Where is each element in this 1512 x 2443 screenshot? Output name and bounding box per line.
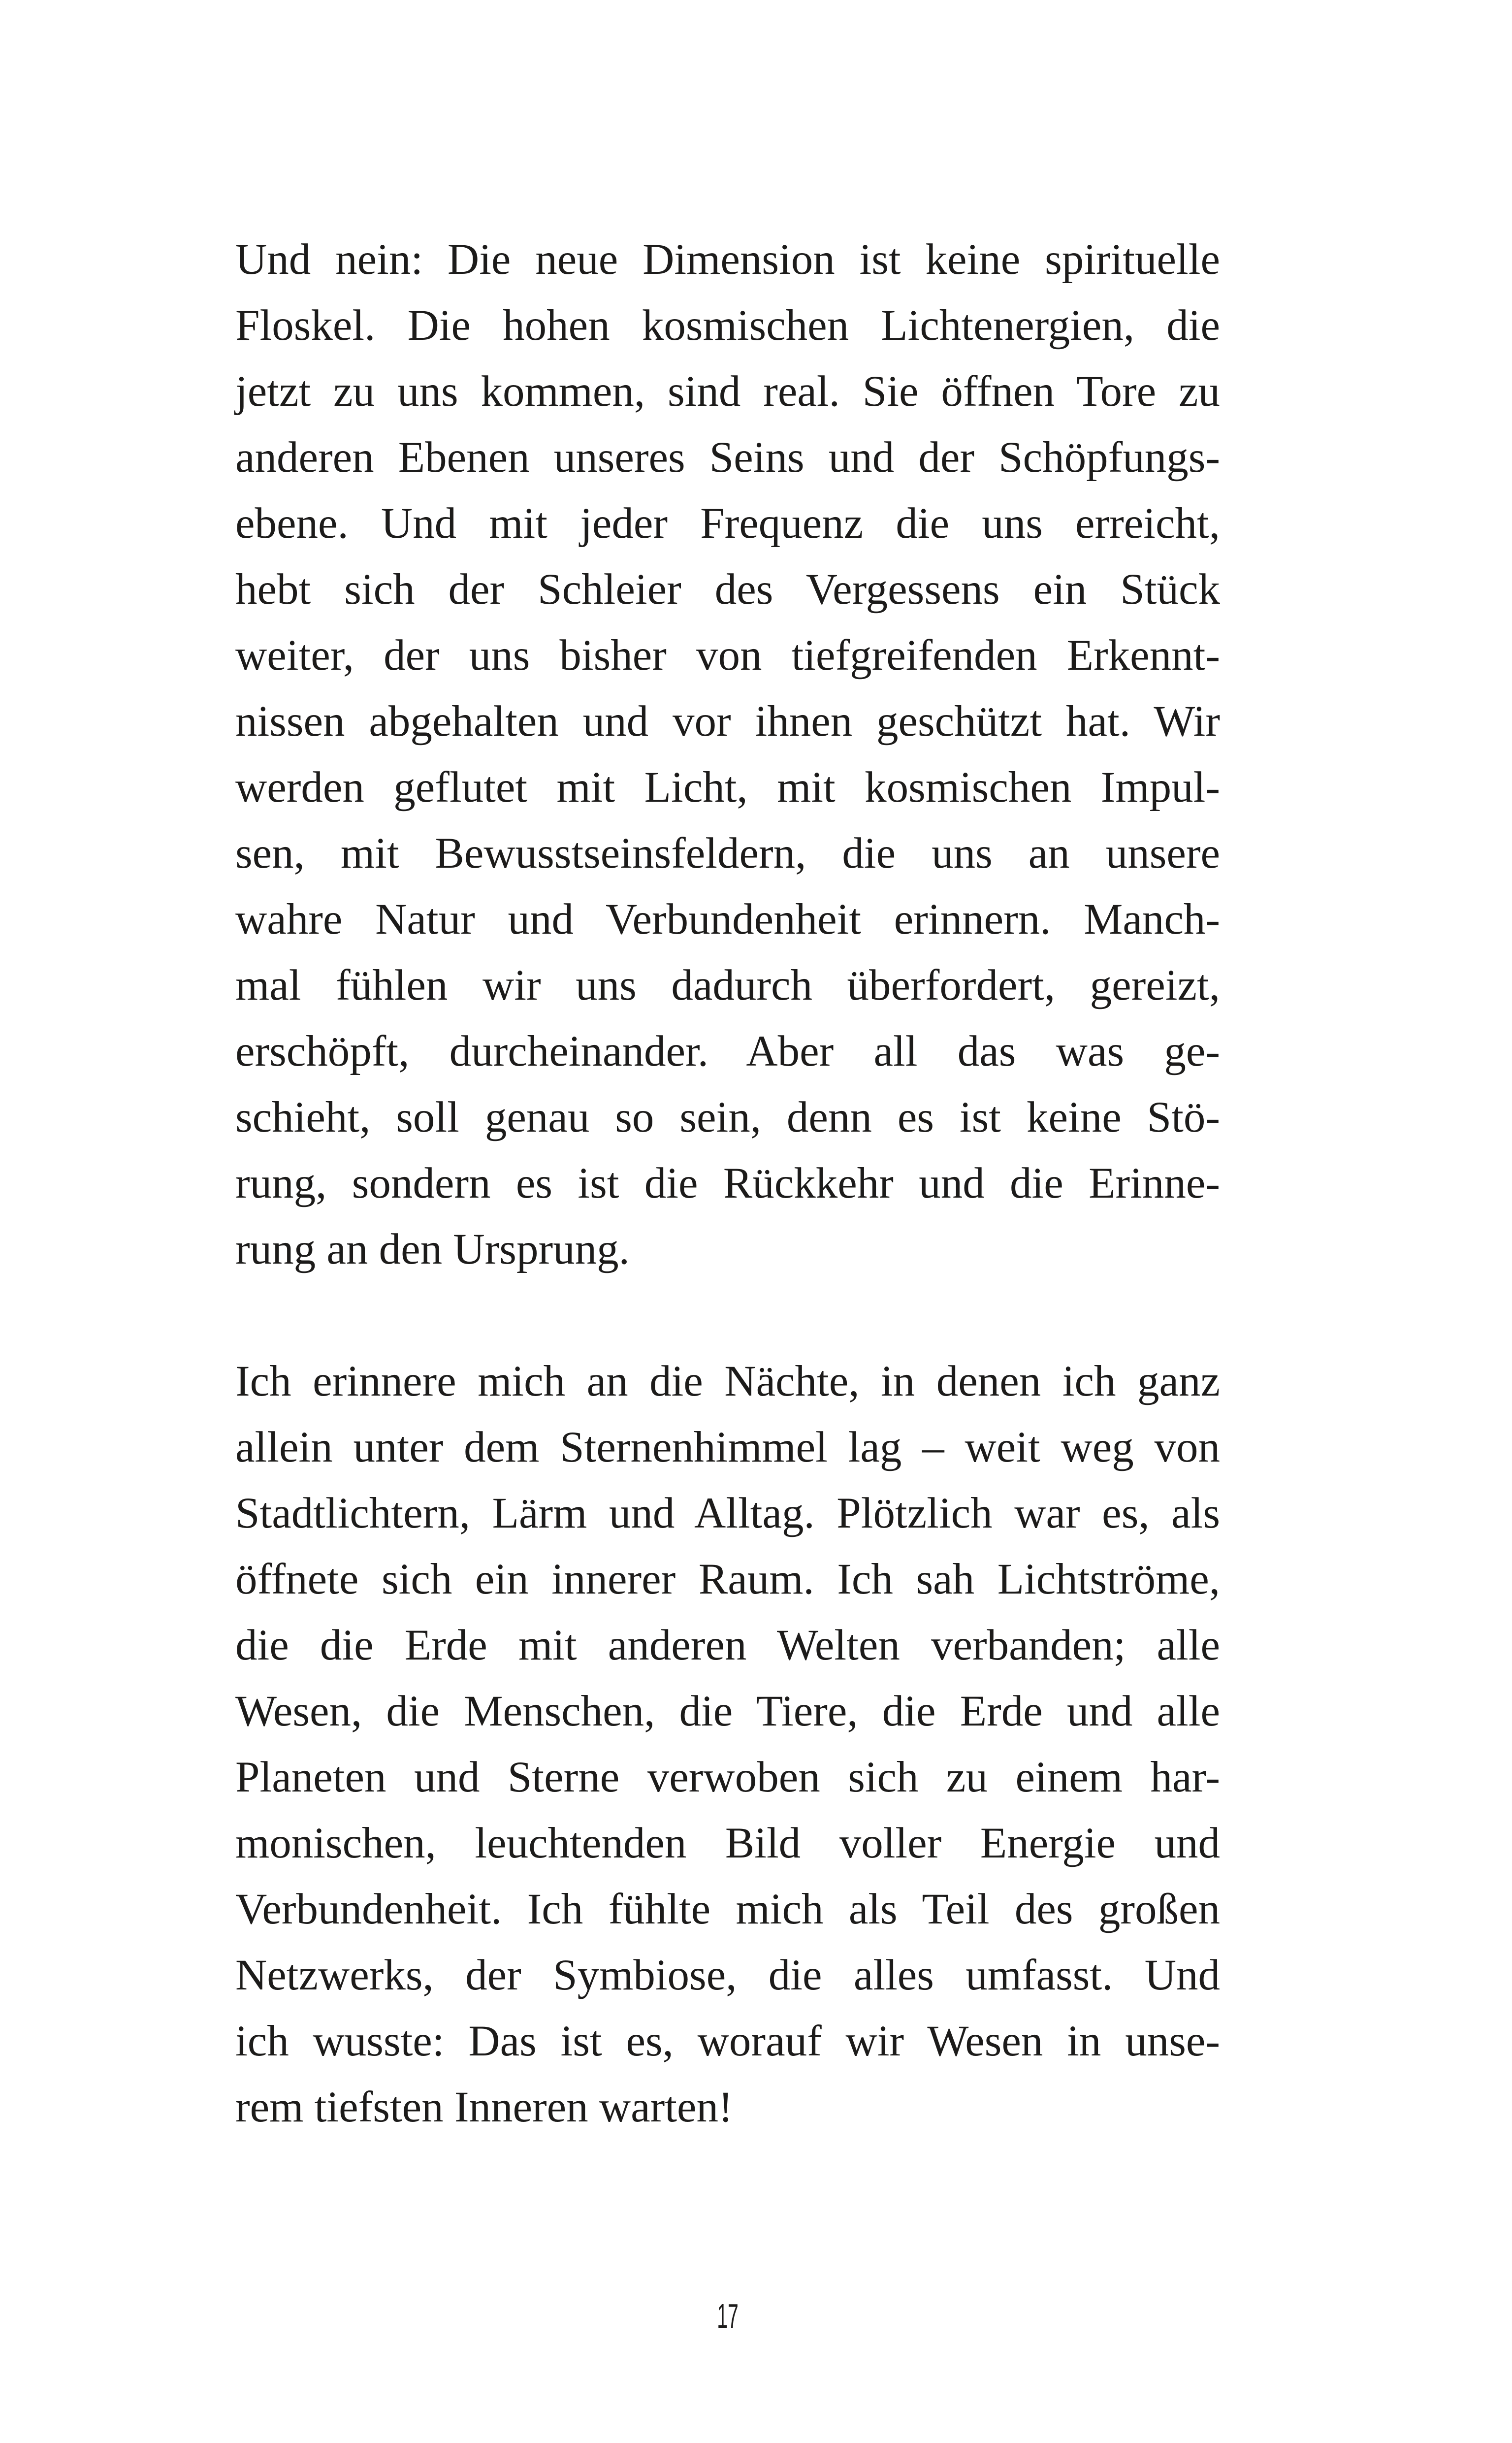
text-line: jetzt zu uns kommen, sind real. Sie öffnen Tore zu	[235, 367, 1220, 416]
text-line: monischen, leuchtenden Bild voller Energie und	[235, 1819, 1220, 1867]
text-line: erschöpft, durcheinander. Aber all das was ge-	[235, 1027, 1220, 1075]
text-line: hebt sich der Schleier des Vergessens ein Stück	[235, 565, 1220, 614]
text-line: schieht, soll genau so sein, denn es ist keine Stö-	[235, 1093, 1220, 1141]
text-line: Planeten und Sterne verwoben sich zu einem har-	[235, 1753, 1220, 1801]
text-line: Verbundenheit. Ich fühlte mich als Teil des großen	[235, 1885, 1220, 1933]
text-line: rung, sondern es ist die Rückkehr und die Erinne-	[235, 1159, 1220, 1207]
text-line: Floskel. Die hohen kosmischen Lichtenergien, die	[235, 301, 1220, 350]
text-line: allein unter dem Sternenhimmel lag – weit weg von	[235, 1423, 1220, 1471]
text-line: werden geflutet mit Licht, mit kosmischen Impul-	[235, 763, 1220, 812]
text-line: weiter, der uns bisher von tiefgreifenden Erkennt-	[235, 631, 1220, 680]
text-line: anderen Ebenen unseres Seins und der Schöpfungs-	[235, 433, 1220, 482]
text-line: Netzwerks, der Symbiose, die alles umfasst. Und	[235, 1951, 1220, 1999]
paragraph-1	[235, 227, 1220, 1282]
text-line: nissen abgehalten und vor ihnen geschützt hat. Wir	[235, 697, 1220, 746]
text-line: Stadtlichtern, Lärm und Alltag. Plötzlich war es, als	[235, 1489, 1220, 1537]
text-line: sen, mit Bewusstseinsfeldern, die uns an unsere	[235, 829, 1220, 878]
page-text	[235, 227, 1220, 2140]
text-line: ebene. Und mit jeder Frequenz die uns erreicht,	[235, 499, 1220, 548]
text-line: wahre Natur und Verbundenheit erinnern. Manch-	[235, 895, 1220, 944]
text-line: rem tiefsten Inneren warten!	[235, 2083, 733, 2131]
page-number	[708, 2299, 747, 2333]
text-line: die die Erde mit anderen Welten verbanden; alle	[235, 1621, 1220, 1669]
text-line: öffnete sich ein innerer Raum. Ich sah Lichtströme,	[235, 1555, 1220, 1603]
text-line: Wesen, die Menschen, die Tiere, die Erde und alle	[235, 1687, 1220, 1735]
text-line: Ich erinnere mich an die Nächte, in denen ich ganz	[235, 1357, 1220, 1405]
text-line: rung an den Ursprung.	[235, 1225, 630, 1273]
paragraph-2	[235, 1348, 1220, 2140]
page-number-value: 17	[717, 2297, 739, 2335]
text-line: mal fühlen wir uns dadurch überfordert, gereizt,	[235, 961, 1220, 1010]
text-line: ich wusste: Das ist es, worauf wir Wesen in unse-	[235, 2017, 1220, 2065]
text-line: Und nein: Die neue Dimension ist keine spirituelle	[235, 235, 1220, 284]
